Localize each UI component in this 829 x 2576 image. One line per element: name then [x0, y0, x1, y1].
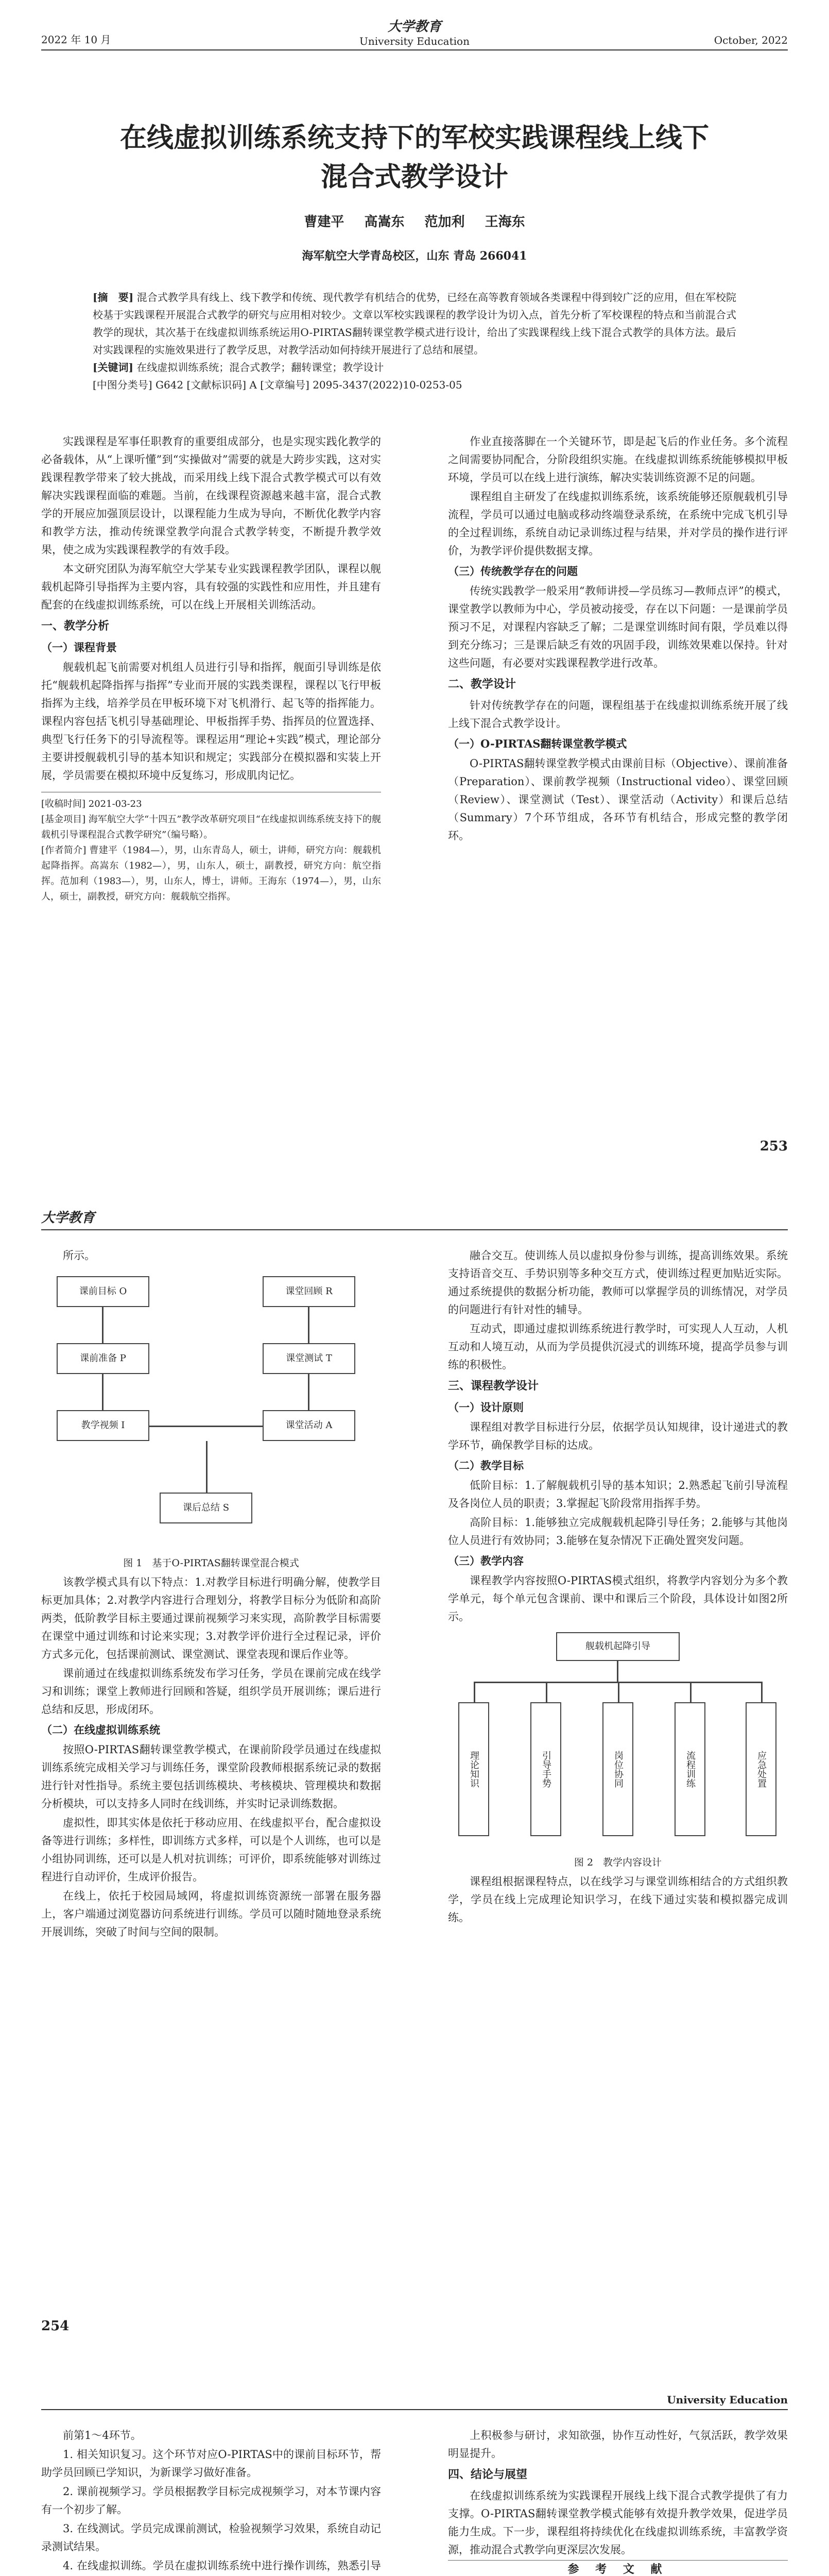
page-number: 253: [759, 1139, 788, 1154]
article-meta: [中图分类号] G642 [文献标识码] A [文章编号] 2095-3437(2022)10-0253-05: [93, 379, 462, 391]
flow-box: 课后总结 S: [160, 1493, 252, 1523]
journal-name-en: University Education: [667, 2394, 788, 2406]
tree-branch: 理论知识: [458, 1702, 489, 1836]
tree-line: [690, 1682, 692, 1702]
figure-caption: 图 2 教学内容设计: [574, 1857, 662, 1868]
flow-arrow: [102, 1307, 103, 1343]
subsection-heading: （二）在线虚拟训练系统: [41, 1723, 160, 1736]
affiliation: 海军航空大学青岛校区，山东 青岛 266041: [302, 249, 527, 263]
running-header: [41, 1200, 788, 1230]
article-title: 在线虚拟训练系统支持下的军校实践课程线上线下 混合式教学设计: [119, 122, 709, 193]
column-left: 前第1～4环节。 1. 相关知识复习。这个环节对应O-PIRTAS中的课前目标环节，帮助学员回顾已学知识，为新课学习做好准备。 2. 课前视频学习。学员根据教学目标完成视频学习，对本节课内容有一个初步了解。 3. 在线测试。学员完成课前测试，检验视频学习效果，系统自动记录测试结果。 4. 在线虚拟训练。学员在虚拟训练系统中进行操作训练，熟悉引导: [41, 2429, 381, 2572]
column-right: 上积极参与研讨，求知欲强，协作互动性好，气氛活跃，教学效果明显提升。 四、结论与展望 在线虚拟训练系统为实践课程开展线上线下混合式教学提供了有力支撑。O-PIRTAS翻转课堂教学模式能够有效提升教学效果，促进学员能力生成。下一步，课程组将持续优化在线虚拟训练系统，丰富教学资源，推动混合式教学向更深层次发展。 参 考 文 献: [448, 2427, 788, 2576]
tree-branch: 岗位协同: [602, 1702, 633, 1836]
column-left: 实践课程是军事任职教育的重要组成部分，也是实现实践化教学的必备载体，从“上课听懂”到“实操做对”需要的就是大跨步实践，这对实践课程教学带来了较大挑战，而采用线上线下混合式教学模式可以有效解决实践课程面临的难题。当前，在线课程资源越来越丰富，混合式教学的开展应加强顶层设计，以课程能力生成为导向，不断优化教学内容和教学方法，推动传统课堂教学向混合式教学转变，不断提升教学效果，使之成为实践课程教学的有效手段。 本文研究团队为海军航空大学某专业实践课程教学团队，课程以舰载机起降引导指挥为主要内容，具有较强的实践性和应用性，并且建有配套的在线虚拟训练系统，可以在线上开展相关训练活动。 一、教学分析 （一）课程背景 舰载机起飞前需要对机组人员进行引导和指挥，舰面引导训练是依托“舰载机起降指挥与指挥”专业而开展的实践类课程，课程以飞行甲板指挥为主线，培养学员在甲板环境下对飞机滑行、起飞等的指挥能力。课程内容包括飞机引导基础理论、甲板指挥手势、指挥员的位置选择、典型飞行任务下的引导流程等。课程运用“理论+实践”模式，理论部分主要讲授舰载机引导的基本知识和规定；实践部分在模拟器和实装上开展，学员需要在模拟环境中反复练习，形成肌肉记忆。 [收稿时间] 2021-03-23 [基金项目] 海军航空大学“十四五”教学改革研究项目“在线虚拟训练系统支持下的舰载机引导课程混合式教学研究”（编号略）。 [作者简介] 曹建平（1984—），男，山东青岛人，硕士，讲师，研究方向：舰载机起降指挥。高嵩东（1982—），男，山东人，硕士，副教授，研究方向：航空指挥。范加利（1983—），男，山东人，博士，讲师。王海东（1974—），男，山东人，硕士，副教授，研究方向：舰载航空指挥。: [41, 433, 381, 905]
keywords: 在线虚拟训练系统；混合式教学；翻转课堂；教学设计: [136, 361, 384, 374]
column-right: 作业直接落脚在一个关键环节，即是起飞后的作业任务。多个流程之间需要协同配合，分阶段组织实施。在线虚拟训练系统能够模拟甲板环境，学员可以在线上进行演练，解决实装训练资源不足的问题。 课程组自主研发了在线虚拟训练系统，该系统能够还原舰载机引导流程，学员可以通过电脑或移动终端登录系统，在系统中完成飞机引导的全过程训练，系统自动记录训练过程与结果，并对学员的操作进行评价，为教学评价提供数据支撑。 （三）传统教学存在的问题 传统实践教学一般采用“教师讲授—学员练习—教师点评”的模式，课堂教学以教师为中心，学员被动接受，存在以下问题：一是课前学员预习不足，对课程内容缺乏了解；二是课堂训练时间有限，学员难以得到充分练习；三是课后缺乏有效的巩固手段，训练效果难以保持。针对这些问题，有必要对实践课程教学进行改革。 二、教学设计 针对传统教学存在的问题，课程组基于在线虚拟训练系统开展了线上线下混合式教学设计。 （一）O-PIRTAS翻转课堂教学模式 O-PIRTAS翻转课堂教学模式由课前目标（Objective）、课前准备（Preparation）、课前教学视频（Instructional video）、课堂回顾（Review）、课堂测试（Test）、课堂活动（Activity）和课后总结（Summary）7个环节组成，各环节有机结合，形成完整的教学闭环。: [448, 435, 788, 842]
tree-line: [546, 1682, 547, 1702]
flow-box: 课堂活动 A: [263, 1410, 355, 1441]
tree-branch: 应急处置: [746, 1702, 776, 1836]
running-header: [41, 2380, 788, 2410]
flow-arrow: [308, 1374, 309, 1410]
subsection-heading: （一）课程背景: [41, 641, 117, 654]
subsection-heading: （一）设计原则: [448, 1401, 524, 1414]
tree-line: [761, 1682, 763, 1702]
section-heading: 三、课程教学设计: [448, 1379, 539, 1393]
section-heading: 四、结论与展望: [448, 2468, 528, 2481]
subsection-heading: （一）O-PIRTAS翻转课堂教学模式: [448, 737, 627, 750]
flow-box: 课前准备 P: [57, 1343, 149, 1374]
abstract-block: [摘 要] 混合式教学具有线上、线下教学和传统、现代教学有机结合的优势，已经在高等教育领域各类课程中得到较广泛的应用，但在军校院校基于实践课程开展混合式教学的研究与应用相对较少。文章以军校实践课程的教学设计为切入点，首先分析了军校课程的特点和当前混合式教学的现状，其次基于在线虚拟训练系统运用O-PIRTAS翻转课堂教学模式进行设计，给出了实践课程线上线下混合式教学的具体方法。最后对实践课程的实施效果进行了教学反思，对教学活动如何持续开展进行了总结和展望。 [关键词] 在线虚拟训练系统；混合式教学；翻转课堂；教学设计 [中图分类号] G642 [文献标识码] A [文章编号] 2095-3437(2022)10-0253-05: [93, 289, 736, 394]
page-255: [0, 2360, 829, 2576]
flow-box: 教学视频 I: [57, 1410, 149, 1441]
page-number: 254: [41, 2318, 70, 2334]
flow-arrow: [149, 1426, 263, 1427]
section-heading: 一、教学分析: [41, 619, 110, 633]
page-253: [0, 0, 829, 1180]
column-right: 融合交互。使训练人员以虚拟身份参与训练，提高训练效果。系统支持语音交互、手势识别等多种交互方式，使训练过程更加贴近实际。通过系统提供的数据分析功能，教师可以掌握学员的训练情况，对学员的问题进行有针对性的辅导。 互动式，即通过虚拟训练系统进行教学时，可实现人人互动，人机互动和人境互动，从而为学员提供沉浸式的训练环境，提高学员参与训练的积极性。 三、课程教学设计 （一）设计原则 课程组对教学目标进行分层，依据学员认知规律，设计递进式的教学环节，确保教学目标的达成。 （二）教学目标 低阶目标：1.了解舰载机引导的基本知识；2.熟悉起飞前引导流程及各岗位人员的职责；3.掌握起飞阶段常用指挥手势。 高阶目标：1.能够独立完成舰载机起降引导任务；2.能够与其他岗位人员进行有效协同；3.能够在复杂情况下正确处置突发问题。 （三）教学内容 课程教学内容按照O-PIRTAS模式组织，将教学内容划分为多个教学单元，每个单元包含课前、课中和课后三个阶段，具体设计如图2所示。 舰载机起降引导 理论知识 引导手势 岗位协同 流程训练 应急处置 图 2 教学内容设计 课程组根据课程特点，以在线学习与课堂训练相结合的方式组织教学，学员在线上完成理论知识学习，在线下通过实装和模拟器完成训练。: [448, 1249, 788, 1924]
tree-branch: 流程训练: [675, 1702, 705, 1836]
authors: 曹建平 高嵩东 范加利 王海东: [304, 214, 525, 230]
journal-name-en: University Education: [359, 35, 470, 47]
flow-box: 课堂回顾 R: [263, 1276, 355, 1307]
subsection-heading: （二）教学目标: [448, 1459, 524, 1472]
tree-root: 舰载机起降引导: [556, 1632, 680, 1661]
flow-box: 课前目标 O: [57, 1276, 149, 1307]
page-254: [0, 1180, 829, 2360]
figure-1: [46, 1266, 376, 1554]
section-heading: 二、教学设计: [448, 677, 516, 691]
flow-arrow: [308, 1307, 309, 1343]
references-heading: 参 考 文 献: [448, 2560, 788, 2576]
figure-2: [453, 1627, 783, 1854]
tree-line: [617, 1661, 618, 1682]
header-date: 2022 年 10 月: [41, 33, 111, 46]
journal-logo: 大学教育: [41, 1210, 95, 1226]
tree-line: [474, 1682, 475, 1702]
footnote: [收稿时间] 2021-03-23 [基金项目] 海军航空大学“十四五”教学改革研究项目“在线虚拟训练系统支持下的舰载机引导课程混合式教学研究”（编号略）。 [作者简介] 曹建平（1984—），男，山东青岛人，硕士，讲师，研究方向：舰载机起降指挥。高嵩东（1982—），男，山东人，硕士，副教授，研究方向：航空指挥。范加利（1983—），男，山东人，博士，讲师。王海东（1974—），男，山东人，硕士，副教授，研究方向：舰载航空指挥。: [41, 792, 381, 905]
abstract-text: 混合式教学具有线上、线下教学和传统、现代教学有机结合的优势，已经在高等教育领域各类课程中得到较广泛的应用，但在军校院校基于实践课程开展混合式教学的研究与应用相对较少。文章以军校实践课程的教学设计为切入点，首先分析了军校课程的特点和当前混合式教学的现状，其次基于在线虚拟训练系统运用O-PIRTAS翻转课堂教学模式进行设计，给出了实践课程线上线下混合式教学的具体方法。最后对实践课程的实施效果进行了教学反思，对教学活动如何持续开展进行了总结和展望。: [93, 291, 736, 356]
flow-arrow: [102, 1374, 103, 1410]
figure-caption: 图 1 基于O-PIRTAS翻转课堂混合模式: [123, 1557, 299, 1569]
subsection-heading: （三）传统教学存在的问题: [448, 565, 578, 578]
flow-arrow: [206, 1441, 208, 1493]
running-header: [41, 21, 788, 50]
column-left: 所示。 课前目标 O 课前准备 P 教学视频 I 课堂回顾 R 课堂测试 T 课堂活动 A 课后总结 S 图 1 基于O-PIRTAS翻转课堂混合模式 该教学模式具有以下特点：1.对教学目标进行明确分解，使教学目标更加具体；2.对教学内容进行合理划分，将教学目标分为低阶和高阶两类，低阶教学目标主要通过课前视频学习来实现，高阶教学目标需要在课堂中通过训练和讨论来实现；3.对教学评价进行全过程记录，评价方式多元化，包括课前测试、课堂测试、课堂表现和课后作业等。 课前通过在线虚拟训练系统发布学习任务，学员在课前完成在线学习和训练；课堂上教师进行回顾和答疑，组织学员开展训练；课后进行总结和反思，形成闭环。 （二）在线虚拟训练系统 按照O-PIRTAS翻转课堂教学模式，在课前阶段学员通过在线虚拟训练系统完成相关学习与训练任务，课堂阶段教师根据系统记录的数据进行针对性指导。系统主要包括训练模块、考核模块、管理模块和数据分析模块，可以支持多人同时在线训练，并实时记录训练数据。 虚拟性，即其实体是依托于移动应用、在线虚拟平台，配合虚拟设备等进行训练；多样性，即训练方式多样，可以是个人训练，也可以是小组协同训练，还可以是人机对抗训练；可评价，即系统能够对训练过程进行自动评价，生成评价报告。 在线上，依托于校园局域网，将虚拟训练资源统一部署在服务器上，客户端通过浏览器访问系统进行训练。学员可以随时随地登录系统开展训练，突破了时间与空间的限制。: [41, 1249, 381, 1938]
journal-logo: 大学教育: [387, 19, 441, 35]
header-month: October, 2022: [714, 34, 788, 46]
flow-box: 课堂测试 T: [263, 1343, 355, 1374]
tree-line: [618, 1682, 619, 1702]
subsection-heading: （三）教学内容: [448, 1554, 524, 1567]
tree-branch: 引导手势: [530, 1702, 561, 1836]
